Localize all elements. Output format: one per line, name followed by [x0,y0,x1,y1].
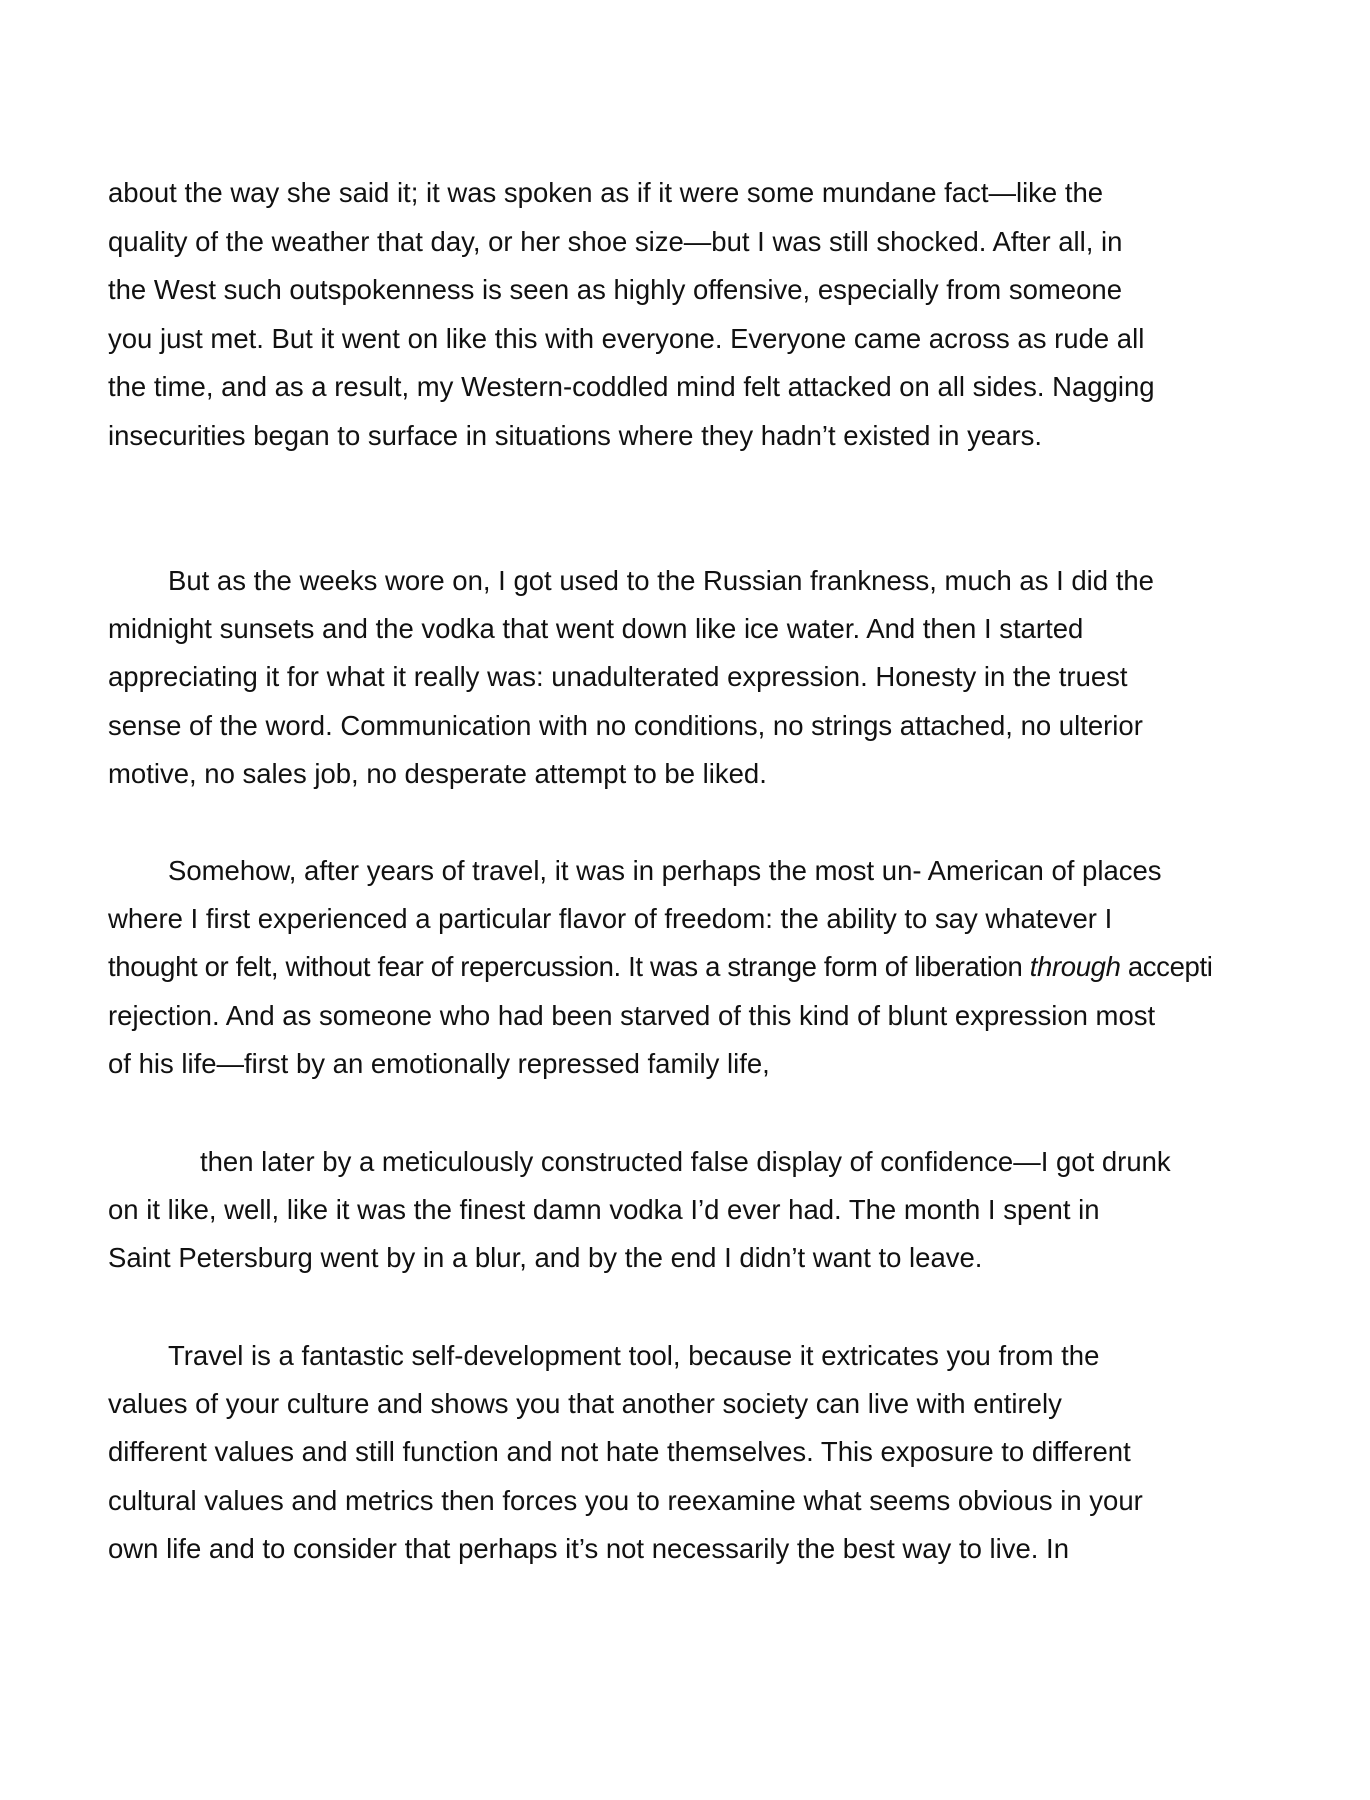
text-line: own life and to consider that perhaps it’s not necessarily the best way to live. In [108,1533,1069,1564]
text-line: appreciating it for what it really was: unadulterated expression. Honesty in the truest [108,661,1128,692]
text-line: Somehow, after years of travel, it was in perhaps the most un- American of places [168,855,1162,886]
text-line: values of your culture and shows you that another society can live with entirely [108,1388,1062,1419]
text-line: where I first experienced a particular flavor of freedom: the ability to say whatever I [108,903,1113,934]
emphasis-through: through [1029,951,1121,982]
text-line: Travel is a fantastic self-development tool, because it extricates you from the [168,1340,1100,1371]
text-line: of his life—first by an emotionally repressed family life, [108,1048,770,1079]
text-line: But as the weeks wore on, I got used to the Russian frankness, much as I did the [168,565,1154,596]
text-line: different values and still function and not hate themselves. This exposure to different [108,1436,1131,1467]
text-line: Saint Petersburg went by in a blur, and by the end I didn’t want to leave. [108,1242,983,1273]
text-line: about the way she said it; it was spoken as if it were some mundane fact—like the [108,177,1104,208]
text-line: you just met. But it went on like this with everyone. Everyone came across as rude all [108,323,1145,354]
text-line: insecurities began to surface in situations where they hadn’t existed in years. [108,420,1042,451]
text-line: the time, and as a result, my Western-coddled mind felt attacked on all sides. Nagging [108,371,1155,402]
text-line: midnight sunsets and the vodka that went down like ice water. And then I started [108,613,1084,644]
text-line: rejection. And as someone who had been starved of this kind of blunt expression most [108,1000,1156,1031]
text-line: on it like, well, like it was the finest damn vodka I’d ever had. The month I spent in [108,1194,1100,1225]
overflow-text-before: thought or felt, without fear of repercussion. It was a strange form of liberation [108,951,1030,982]
text-line-overflow [108,950,1370,984]
text-line: motive, no sales job, no desperate attempt to be liked. [108,758,767,789]
text-line: then later by a meticulously constructed false display of confidence—I got drunk [200,1146,1171,1177]
text-line: cultural values and metrics then forces you to reexamine what seems obvious in your [108,1485,1143,1516]
overflow-text-after: accepti [1120,951,1213,982]
text-line: sense of the word. Communication with no conditions, no strings attached, no ulterior [108,710,1143,741]
text-line: quality of the weather that day, or her shoe size—but I was still shocked. After all, in [108,226,1123,257]
text-line: the West such outspokenness is seen as highly offensive, especially from someone [108,274,1122,305]
